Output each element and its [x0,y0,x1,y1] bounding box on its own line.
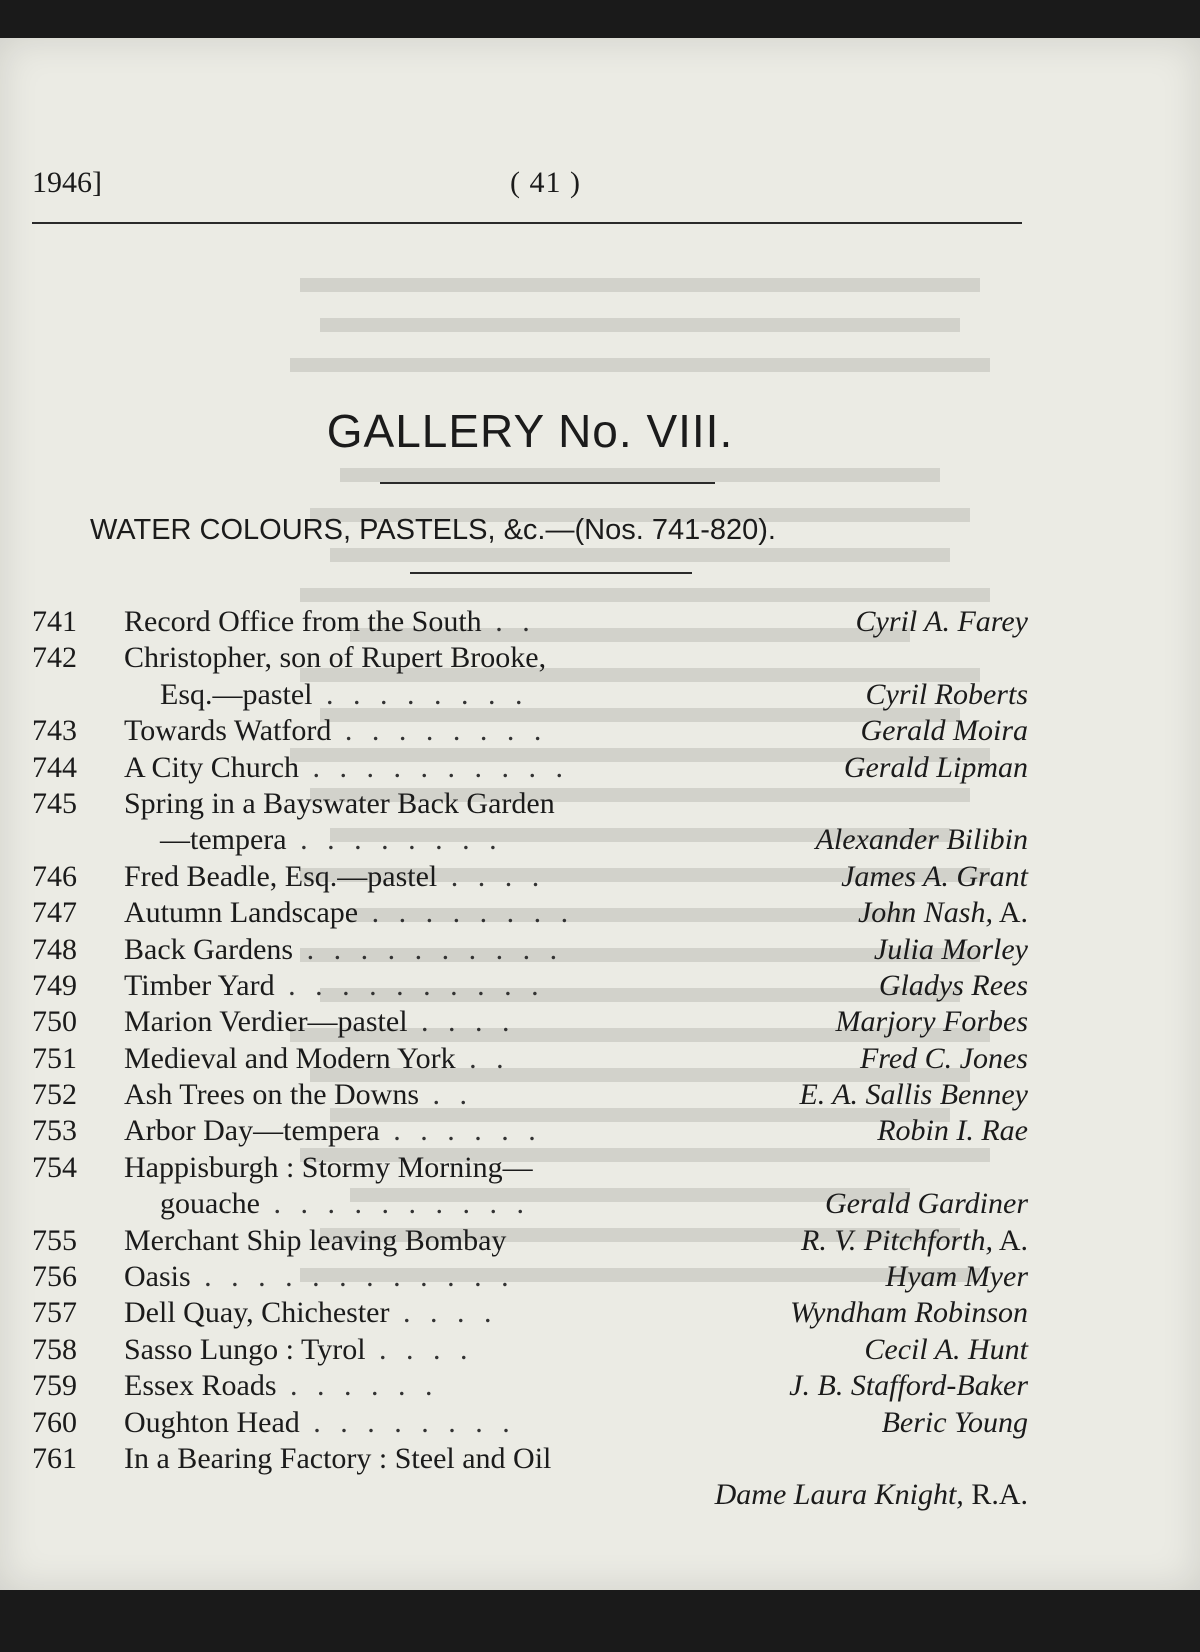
artist-name-text: Hyam Myer [885,1260,1028,1294]
section-subtitle: WATER COLOURS, PASTELS, &c.—(Nos. 741-820). [90,514,776,546]
title-rule [380,482,715,484]
artist-name-text: Cyril Roberts [865,677,1028,711]
entry-title [124,1259,515,1295]
leader-dots: . . . . [389,1296,498,1330]
entry-line [32,677,1028,713]
entry-line [32,1368,1028,1404]
leader-dots: . . . . . . . . . . . . [190,1260,515,1294]
entry-title [124,859,545,895]
leader-dots: . . . . [407,1005,516,1039]
entry-number: 745 [32,786,77,820]
entry-line [32,1004,1028,1040]
leader-dots: . . . . [437,859,546,893]
entry-line [32,750,1028,786]
entry-line [32,968,1028,1004]
entry-title [124,1077,473,1113]
catalogue-entry [32,932,1028,968]
entry-line [32,713,1028,749]
leader-dots: . . . . . . . . [331,714,548,748]
leader-dots: . . . . . . . . [358,896,575,930]
artist-name [789,1368,1028,1404]
leader-dots: . . . . [365,1332,474,1366]
entry-line [32,640,1028,676]
artist-name-text: Dame Laura Knight, [714,1478,964,1512]
entry-line [32,859,1028,895]
artist-name [882,1405,1028,1441]
catalogue-entry [32,1368,1028,1404]
entry-number: 743 [32,714,77,748]
entry-line [32,822,1028,858]
entry-title [124,1405,516,1441]
catalogue-entry [32,640,1028,713]
artist-name-text: Gerald Lipman [843,750,1028,784]
entry-line [32,1041,1028,1077]
entry-title [124,604,536,640]
entry-title [124,968,545,1004]
entry-title-text: Arbor Day—tempera [124,1114,380,1148]
entry-line [32,895,1028,931]
entry-number: 749 [32,968,77,1002]
entry-title [124,1332,474,1368]
artist-name-text: Beric Young [881,1405,1028,1439]
artist-name-text: Fred C. Jones [859,1041,1028,1075]
entry-line [32,786,1028,822]
artist-name-text: John Nash, [857,896,993,930]
artist-name [841,859,1028,895]
header-rule [32,222,1022,224]
entry-title-text: Sasso Lungo : Tyrol [124,1332,366,1366]
entry-title [160,677,528,713]
artist-name-text: Gerald Moira [860,714,1028,748]
entry-title-text: Timber Yard [124,968,275,1002]
entry-title [124,895,574,931]
artist-name [790,1295,1028,1331]
artist-honour: A. [992,1223,1028,1257]
entry-line [32,1332,1028,1368]
entry-title-text: Esq.—pastel [160,677,313,711]
artist-name-text: Julia Morley [873,932,1028,966]
entry-number: 760 [32,1405,77,1439]
entry-title [124,750,569,786]
catalogue-entry [32,1223,1028,1259]
catalogue-entry [32,1405,1028,1441]
leader-dots: . . [455,1041,510,1075]
artist-name [801,1223,1028,1259]
entry-number: 758 [32,1332,77,1366]
entry-line [32,1259,1028,1295]
artist-name-text: R. V. Pitchforth, [801,1223,993,1257]
artist-name [856,604,1028,640]
entry-number: 761 [32,1441,77,1475]
entry-title-text: Oasis [124,1260,191,1294]
entry-title-text: Towards Watford [124,714,332,748]
artist-name [861,713,1029,749]
leader-dots: . . . . . . . . [286,823,503,857]
entry-number: 759 [32,1369,77,1403]
catalogue-entry [32,859,1028,895]
catalogue-entry [32,1004,1028,1040]
leader-dots: . . [481,605,536,638]
entry-number: 757 [32,1296,77,1330]
entry-title [124,1041,510,1077]
artist-name [886,1259,1028,1295]
leader-dots: . . . . . . . . . . [259,1187,530,1221]
artist-name [836,1004,1028,1040]
entry-line [32,1186,1028,1222]
catalogue-entry [32,713,1028,749]
entry-title-text: Christopher, son of Rupert Brooke, [124,641,547,675]
artist-name-text: Alexander Bilibin [815,823,1028,857]
leader-dots: . . . . . . [379,1114,542,1148]
entry-number: 748 [32,932,77,966]
catalogue-entry [32,1295,1028,1331]
leader-dots: . . [419,1078,474,1112]
catalogue-entry [32,1041,1028,1077]
entry-number: 755 [32,1223,77,1257]
entry-title [124,1004,516,1040]
entry-line [32,1405,1028,1441]
entry-title [124,640,546,676]
entry-title-text: —tempera [160,823,287,857]
artist-name-text: Gerald Gardiner [824,1187,1028,1221]
entry-title-text: Marion Verdier—pastel [124,1005,408,1039]
catalogue-entry [32,1332,1028,1368]
entry-title-text: Medieval and Modern York [124,1041,456,1075]
leader-dots: . . . . . . . . . . [293,932,564,966]
running-header [32,166,1020,212]
entry-number: 741 [32,605,77,638]
leader-dots: . . . . . . . . . . [274,968,545,1002]
entry-title-text: Happisburgh : Stormy Morning— [124,1150,533,1184]
catalogue-entry [32,1441,1028,1514]
entry-number: 746 [32,859,77,893]
entry-title [160,822,503,858]
catalogue-entry [32,1077,1028,1113]
catalogue-entry [32,1113,1028,1149]
entry-title-text: Dell Quay, Chichester [124,1296,390,1330]
entry-line [32,932,1028,968]
leader-dots: . . . . . . . . [312,677,529,711]
catalogue-entry [32,968,1028,1004]
entry-line [32,1077,1028,1113]
entry-line [32,604,1028,640]
entry-number: 750 [32,1005,77,1039]
artist-name [866,677,1029,713]
entry-title [124,713,547,749]
artist-honour: R.A. [963,1478,1028,1512]
entry-title [124,1113,542,1149]
entry-title-text: Merchant Ship leaving Bombay [124,1223,507,1257]
catalogue-entries [32,604,1028,1514]
entry-title [124,1295,497,1331]
artist-name [715,1477,1028,1513]
entry-title [124,1150,533,1186]
entry-number: 756 [32,1260,77,1294]
catalogue-entry [32,750,1028,786]
entry-number: 742 [32,641,77,675]
catalogue-entry [32,1259,1028,1295]
subtitle-rule [410,572,692,574]
entry-title-text: gouache [160,1187,260,1221]
artist-name-text: Wyndham Robinson [789,1296,1028,1330]
entry-number: 752 [32,1078,77,1112]
entry-title [124,1223,506,1259]
entry-title-text: Autumn Landscape [124,896,359,930]
artist-name-text: E. A. Sallis Benney [799,1078,1028,1112]
leader-dots: . . . . . . [276,1369,439,1403]
artist-name [844,750,1028,786]
entry-line [32,1150,1028,1186]
entry-title [160,1186,530,1222]
entry-title [124,1368,439,1404]
artist-name-text: James A. Grant [841,859,1028,893]
entry-title [124,932,563,968]
artist-name [816,822,1028,858]
artist-name [877,1113,1028,1149]
artist-name [858,895,1028,931]
artist-name-text: Marjory Forbes [835,1005,1028,1039]
catalogue-page [0,38,1200,1590]
gallery-title: GALLERY No. VIII. [326,405,734,457]
entry-title-text: Essex Roads [124,1369,277,1403]
leader-dots: . . . . . . . . [299,1405,516,1439]
entry-number: 753 [32,1114,77,1148]
artist-name [879,968,1028,1004]
entry-number: 747 [32,896,77,930]
entry-title-text: Record Office from the South [124,605,482,638]
entry-title [124,1441,551,1477]
entry-title-text: Oughton Head [124,1405,300,1439]
entry-title-text: Back Gardens [124,932,294,966]
artist-name-text: Cyril A. Farey [855,605,1028,638]
leader-dots: . . . . . . . . . . [299,750,570,784]
artist-name-text: Cecil A. Hunt [864,1332,1028,1366]
artist-name-text: Gladys Rees [878,968,1028,1002]
entry-title-text: Ash Trees on the Downs [124,1078,420,1112]
catalogue-entry [32,604,1028,640]
entry-title-text: In a Bearing Factory : Steel and Oil [124,1441,552,1475]
artist-name [864,1332,1028,1368]
entry-line [32,1295,1028,1331]
artist-name [825,1186,1028,1222]
entry-line [32,1477,1028,1513]
entry-line [32,1113,1028,1149]
artist-name [799,1077,1028,1113]
entry-title [124,786,555,822]
entry-line [32,1441,1028,1477]
catalogue-entry [32,1150,1028,1223]
catalogue-entry [32,895,1028,931]
entry-line [32,1223,1028,1259]
year-label: 1946] [32,166,102,199]
entry-number: 754 [32,1150,77,1184]
artist-name-text: J. B. Stafford-Baker [789,1369,1028,1403]
entry-title-text: Fred Beadle, Esq.—pastel [124,859,438,893]
artist-name-text: Robin I. Rae [877,1114,1028,1148]
entry-number: 744 [32,750,77,784]
entry-title-text: Spring in a Bayswater Back Garden [124,786,555,820]
artist-honour: A. [992,896,1028,930]
entry-number: 751 [32,1041,77,1075]
page-number: ( 41 ) [510,166,581,199]
artist-name [874,932,1028,968]
entry-title-text: A City Church [124,750,300,784]
catalogue-entry [32,786,1028,859]
artist-name [860,1041,1028,1077]
